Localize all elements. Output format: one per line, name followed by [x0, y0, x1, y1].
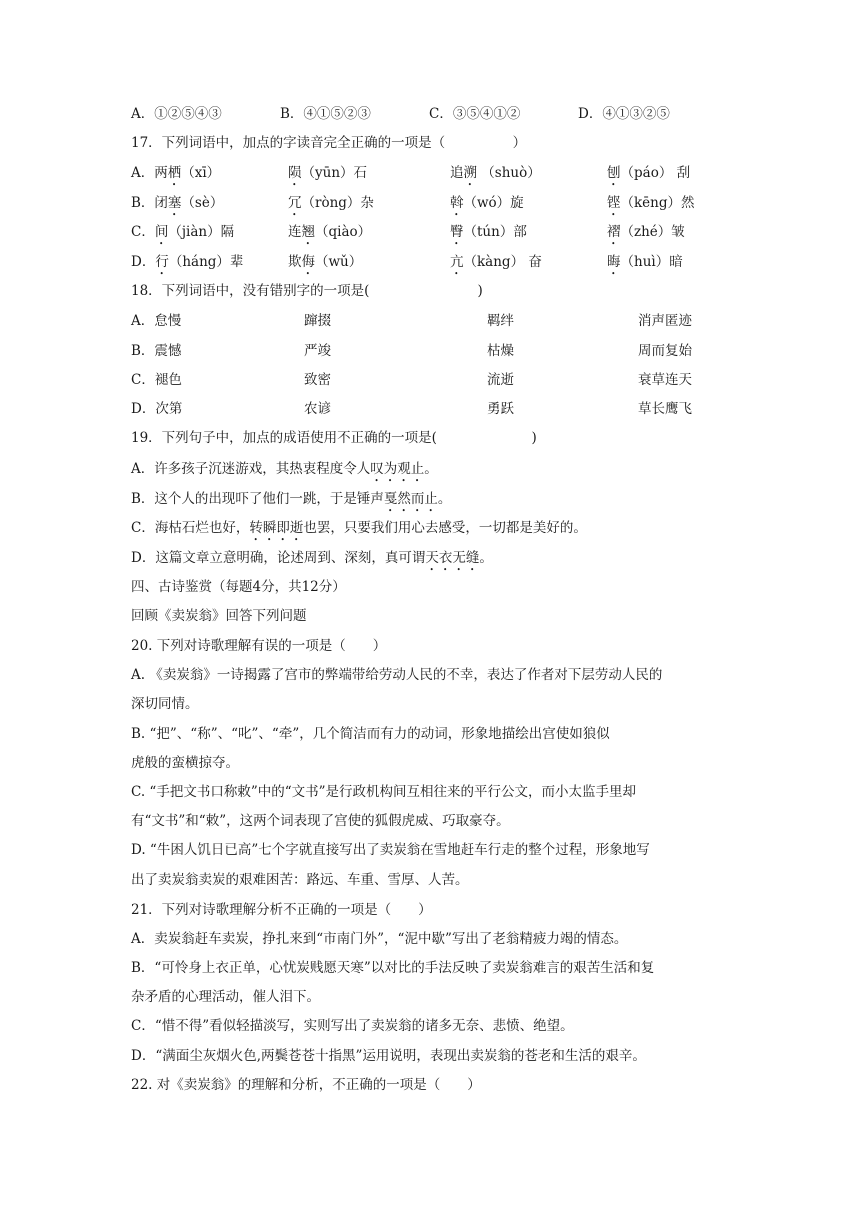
q20-option-b-line1: B. “把”、“称”、“叱”、“牵”，几个简洁而有力的动词，形象地描绘出宫使如狼似: [131, 726, 610, 742]
q16-option-d: D．④①③②⑤: [578, 106, 670, 122]
q20-option-a-line1: A. 《卖炭翁》一诗揭露了宫市的弊端带给劳动人民的不幸，表达了作者对下层劳动人民的: [131, 667, 663, 683]
q19-option-c: C．海枯石烂也好，转瞬即逝也罢，只要我们用心去感受，一切都是美好的。: [131, 520, 587, 536]
q17-d-2: 欺侮（wǔ）: [288, 254, 363, 270]
q19-option-a: A．许多孩子沉迷游戏，其热衷程度令人叹为观止。: [131, 461, 438, 477]
q20-option-b-line2: 虎般的蛮横掠夺。: [131, 755, 239, 771]
q19-stem: 19．下列句子中，加点的成语使用不正确的一项是( ): [131, 430, 537, 446]
q17-a-3: 追溯 （shuò）: [450, 165, 541, 181]
q17-a-4: 刨（páo） 刮: [607, 165, 691, 181]
q17-b-3: 斡（wó）旋: [450, 195, 524, 211]
q18-d-2: 农谚: [304, 401, 331, 417]
q17-c-2: 连翘（qiào）: [288, 224, 372, 240]
q17-b-1: B．闭塞（sè）: [131, 195, 224, 211]
q17-d-3: 亢（kàng） 奋: [450, 254, 542, 270]
q18-stem: 18．下列词语中，没有错别字的一项是( ): [131, 283, 483, 299]
q21-stem: 21．下列对诗歌理解分析不正确的一项是（ ）: [131, 902, 432, 918]
q16-option-c: C．③⑤④①②: [429, 106, 521, 122]
q18-d-1: D．次第: [131, 401, 183, 417]
q17-stem: 17．下列词语中，加点的字读音完全正确的一项是（ ）: [131, 135, 527, 151]
q17-b-4: 铿（kēng）然: [607, 195, 695, 211]
q17-a-1: A．两栖（xī）: [131, 165, 221, 181]
q17-b-2: 冗（ròng）杂: [288, 195, 374, 211]
q18-d-4: 草长鹰飞: [638, 401, 692, 417]
section-intro: 回顾《卖炭翁》回答下列问题: [131, 608, 307, 624]
q17-d-4: 晦（huì）暗: [607, 254, 683, 270]
q20-option-d-line2: 出了卖炭翁卖炭的艰难困苦：路远、车重、雪厚、人苦。: [131, 872, 469, 888]
q20-option-c-line1: C. “手把文书口称敕”中的“文书”是行政机构间互相往来的平行公文，而小太监手里却: [131, 784, 637, 800]
q21-option-b-line2: 杂矛盾的心理活动，催人泪下。: [131, 989, 320, 1005]
q18-d-3: 勇跃: [487, 401, 514, 417]
section-heading: 四、古诗鉴赏（每题4分，共12分）: [131, 579, 346, 595]
q18-b-3: 枯燥: [487, 343, 514, 359]
q17-a-2: 陨（yūn）石: [288, 165, 368, 181]
q18-a-4: 消声匿迹: [638, 313, 692, 329]
q19-option-d: D．这篇文章立意明确，论述周到、深刻，真可谓天衣无缝。: [131, 550, 493, 566]
q17-d-1: D．行（háng）辈: [131, 254, 244, 270]
q20-stem: 20. 下列对诗歌理解有误的一项是（ ）: [131, 638, 387, 654]
q17-c-4: 褶（zhé）皱: [607, 224, 685, 240]
q18-a-3: 羁绊: [487, 313, 514, 329]
q22-stem: 22. 对《卖炭翁》的理解和分析，不正确的一项是（ ）: [131, 1077, 481, 1093]
q18-c-3: 流逝: [487, 372, 514, 388]
q17-c-1: C．间（jiàn）隔: [131, 224, 235, 240]
q21-option-c: C．“惜不得”看似轻描淡写，实则写出了卖炭翁的诸多无奈、悲愤、绝望。: [131, 1018, 574, 1034]
q18-b-2: 严竣: [304, 343, 331, 359]
q18-b-4: 周而复始: [638, 343, 692, 359]
q18-a-1: A．怠慢: [131, 313, 182, 329]
q18-b-1: B．震憾: [131, 343, 182, 359]
q21-option-b-line1: B．“可怜身上衣正单，心忧炭贱愿天寒”以对比的手法反映了卖炭翁难言的艰苦生活和复: [131, 960, 655, 976]
q18-c-2: 致密: [304, 372, 331, 388]
q19-option-b: B．这个人的出现吓了他们一跳，于是锤声戛然而止。: [131, 491, 452, 507]
q20-option-c-line2: 有“文书”和“敕”，这两个词表现了宫使的狐假虎威、巧取豪夺。: [131, 813, 510, 829]
q16-option-b: B．④①⑤②③: [280, 106, 371, 122]
q17-c-3: 臀（tún）部: [450, 224, 527, 240]
q18-c-4: 衰草连天: [638, 372, 692, 388]
q21-option-a: A．卖炭翁赶车卖炭，挣扎来到“市南门外”，“泥中歇”写出了老翁精疲力竭的情态。: [131, 931, 628, 947]
q16-option-a: A．①②⑤④③: [131, 106, 222, 122]
q18-c-1: C．褪色: [131, 372, 182, 388]
q20-option-d-line1: D. “牛困人饥日已高”七个字就直接写出了卖炭翁在雪地赶车行走的整个过程，形象地写: [131, 842, 650, 858]
q21-option-d: D．“满面尘灰烟火色,两鬓苍苍十指黑”运用说明，表现出卖炭翁的苍老和生活的艰辛。: [131, 1048, 646, 1064]
q20-option-a-line2: 深切同情。: [131, 696, 199, 712]
q18-a-2: 蹿掇: [304, 313, 331, 329]
